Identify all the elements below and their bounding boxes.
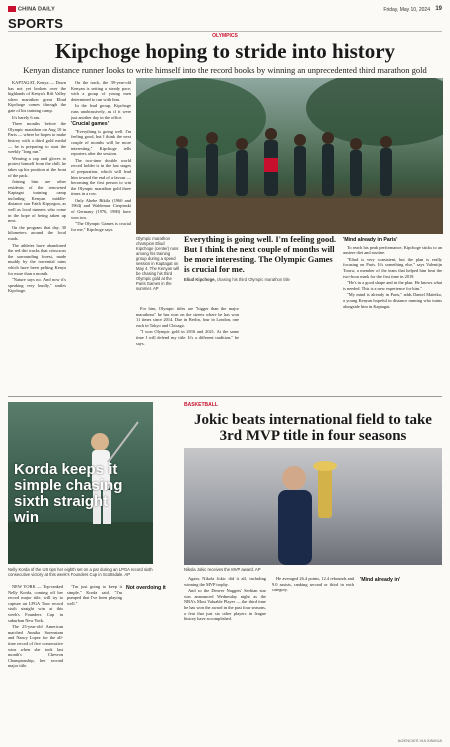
- subhead-jokic: 'Mind already in': [360, 577, 401, 583]
- jokic-column-1: [184, 576, 266, 736]
- paper-logo: [8, 6, 55, 12]
- dateline: Friday, May 10, 2024: [383, 7, 430, 13]
- jokic-column-3: [360, 576, 442, 736]
- paper-name: CHINA DAILY: [18, 6, 55, 13]
- korda-photo-caption: Nelly Korda of the US tips her eighth set on a par during an LPGA record sixth consecutive victory at this week's Founders Cup in Scottsdale. AP: [8, 567, 153, 577]
- story-paragraph: Only Abebe Bikila (1960 and 1964) and Waldemar Cierpinski of Germany (1976, 1980) have won two.: [71, 197, 131, 220]
- story-paragraph: Joining him are other residents of the renowned Kaptagat training camp including Kenyan middle-distance star Faith Kipyegon, as well as local runners who come in the hope of being taken up next.: [8, 179, 66, 224]
- section-title: SPORTS: [8, 16, 64, 31]
- main-headline: Kipchoge hoping to stride into history: [54, 39, 396, 63]
- korda-headline: Korda keeps it simple chasing sixth straight win: [14, 461, 123, 526]
- masthead: [8, 4, 442, 16]
- photo-caption: Olympic marathon champion Eliud Kipchoge (center) runs among his training group during a speed session in Kaptagat on May 4. The Kenyan will be chasing his third Olympic gold at the Paris Games in the summer. AP: [136, 236, 180, 291]
- korda-paragraph: NEW YORK — Top-ranked Nelly Korda, coming off her record major title, will try to capture an LPGA Tour record sixth straight win at this week's Founders Cup in suburban New York.: [8, 584, 63, 623]
- jokic-photo-caption: Nikola Jokic receives the MVP award. AP: [184, 567, 261, 572]
- jokic-paragraph: And so the Denver Nuggets' Serbian star was announced Wednesday night as the NBA's Most Valuable Player — the third time he has won the award in the past four seasons, a feat that just six other players in league history have accomplished.: [184, 588, 266, 622]
- trophy-illustration: [184, 448, 442, 565]
- subhead-mind-paris: 'Mind already in Paris': [343, 237, 398, 243]
- story-paragraph: To reach his peak performance, Kipchoge sticks to an austere diet and routine.: [343, 244, 442, 256]
- runners-illustration: [136, 78, 443, 234]
- quote-text: Everything is going well. I'm feeling good. But I think the next couple of months will be more interesting. The Olympic Games is crucial for me.: [184, 234, 337, 274]
- jokic-paragraph: He averaged 26.4 points, 12.4 rebounds and 9.0 assists, ranking second or third in each category.: [272, 576, 354, 593]
- jokic-paragraph: Again, Nikola Jokic did it all, including winning the MVP trophy.: [184, 576, 266, 587]
- kicker-label: OLYMPICS: [212, 33, 238, 39]
- story-paragraph: "Eliud is very consistent, but the plan is really focusing on Paris. It's something else," says Valentijn Trouw, a member of the team that helped him beat the two-hour mark for the first time in 2019.: [343, 256, 442, 279]
- jokic-headline: Jokic beats international field to take 3rd MVP title in four seasons: [194, 412, 432, 444]
- story-paragraph: On the program that day, 30 kilometers around the local roads.: [8, 224, 66, 242]
- korda-column-1: [8, 584, 63, 739]
- story-paragraph: On the track, the 39-year-old Kenyan is setting a steady pace, with a group of young men determined to run with him.: [71, 80, 131, 102]
- pull-quote: [184, 234, 338, 306]
- story-paragraph: Three months before the Olympic marathon on Aug 10 in Paris — where he hopes to make history with a third gold medal — he is preparing to start the weekly "long run.": [8, 121, 66, 155]
- korda-column-3: [126, 584, 178, 739]
- quote-role: chasing his third Olympic marathon title: [216, 277, 290, 282]
- basketball-tag: BASKETBALL: [184, 402, 218, 408]
- story-column-2: [71, 80, 131, 392]
- logo-mark-icon: [8, 6, 16, 12]
- section-divider-lower: [8, 396, 442, 397]
- story-paragraph: For him, Olympic titles are "bigger than the major marathons" he has won on the streets where he has won 11 times since 2014. Due in Berlin, four in London, one each in Tokyo and Chicago.: [136, 306, 239, 328]
- story-paragraph: "Everything is going well. I'm feeling good, but I think the next couple of months will be more interesting," Kipchoge tells reporters after the session.: [71, 128, 131, 157]
- story-paragraph: The two-time double world record holder is in the last stages of preparation, which will lead him toward the end of a favour — becoming the first person to win the Olympic marathon gold three times in a row.: [71, 157, 131, 197]
- jokic-mvp-photo: [184, 448, 442, 565]
- story-paragraph: It's barely 6 am.: [12, 114, 41, 120]
- story-paragraph: "He's in a good shape and in the plan. He knows what is needed. This is a new experience for him.": [343, 280, 442, 291]
- section-divider: [8, 31, 442, 32]
- korda-paragraph: The 25-year-old American matched Annika Sorenstam and Nancy Lopez for the all-time record of five consecutive wins when she took last month's Chevron Championship, her second major title.: [8, 624, 63, 669]
- page-number: 19: [435, 6, 442, 12]
- quote-name: Eliud Kipchoge,: [184, 277, 216, 282]
- story-column-4: [343, 236, 442, 394]
- story-paragraph: KAPTAGAT, Kenya — Dawn has not yet broken over the highlands of Kenya's Rift Valley when marathon great Eliud Kipchoge comes through the gate of his training camp.: [8, 80, 66, 113]
- story-paragraph: "My mind is already in Paris," adds Daniel Mateiko, a young Kenyan hopeful in distance running who trains alongside him in Kaptagat.: [343, 292, 442, 309]
- story-paragraph: "The Olympic Games is crucial for me," Kipchoge says.: [71, 221, 131, 232]
- story-paragraph: In the lead group, Kipchoge runs unobtrusively, as if it were just another day in the office.: [71, 103, 131, 120]
- story-paragraph: The athletes have abandoned the red dirt tracks that crisscross the surrounding forest, made muddy by the torrential rains which have been pelting Kenya for more than a month.: [8, 242, 66, 276]
- footer-credit: AGENCIES VIA XINHUA: [397, 738, 442, 743]
- kipchoge-training-photo: [136, 78, 443, 234]
- story-column-3: [136, 306, 239, 394]
- korda-paragraph: "I'm just going to keep it simple," Korda said. "I'm pumped that I've been playing well.": [67, 584, 122, 606]
- subhead-not-overdoing: Not overdoing it: [126, 585, 166, 591]
- jokic-column-2: [272, 576, 354, 736]
- story-paragraph: Wearing a cap and gloves to protect himself from the chill, he takes up his position at the front of the pack.: [8, 155, 66, 178]
- story-paragraph: "I won Olympic gold in 2016 and 2021. At the same time I will defend my title. It's a different tradition," he says.: [136, 329, 239, 346]
- quote-attribution: [184, 277, 338, 282]
- korda-column-2: [67, 584, 122, 739]
- story-paragraph: "Nature says no. And now it's speaking very loudly," smiles Kipchoge.: [8, 277, 66, 294]
- subhead-crucial-games: 'Crucial games': [71, 121, 109, 128]
- story-column-1: [8, 80, 66, 392]
- main-subhead: Kenyan distance runner looks to write himself into the record books by winning an unprecedented third marathon gold: [23, 65, 427, 75]
